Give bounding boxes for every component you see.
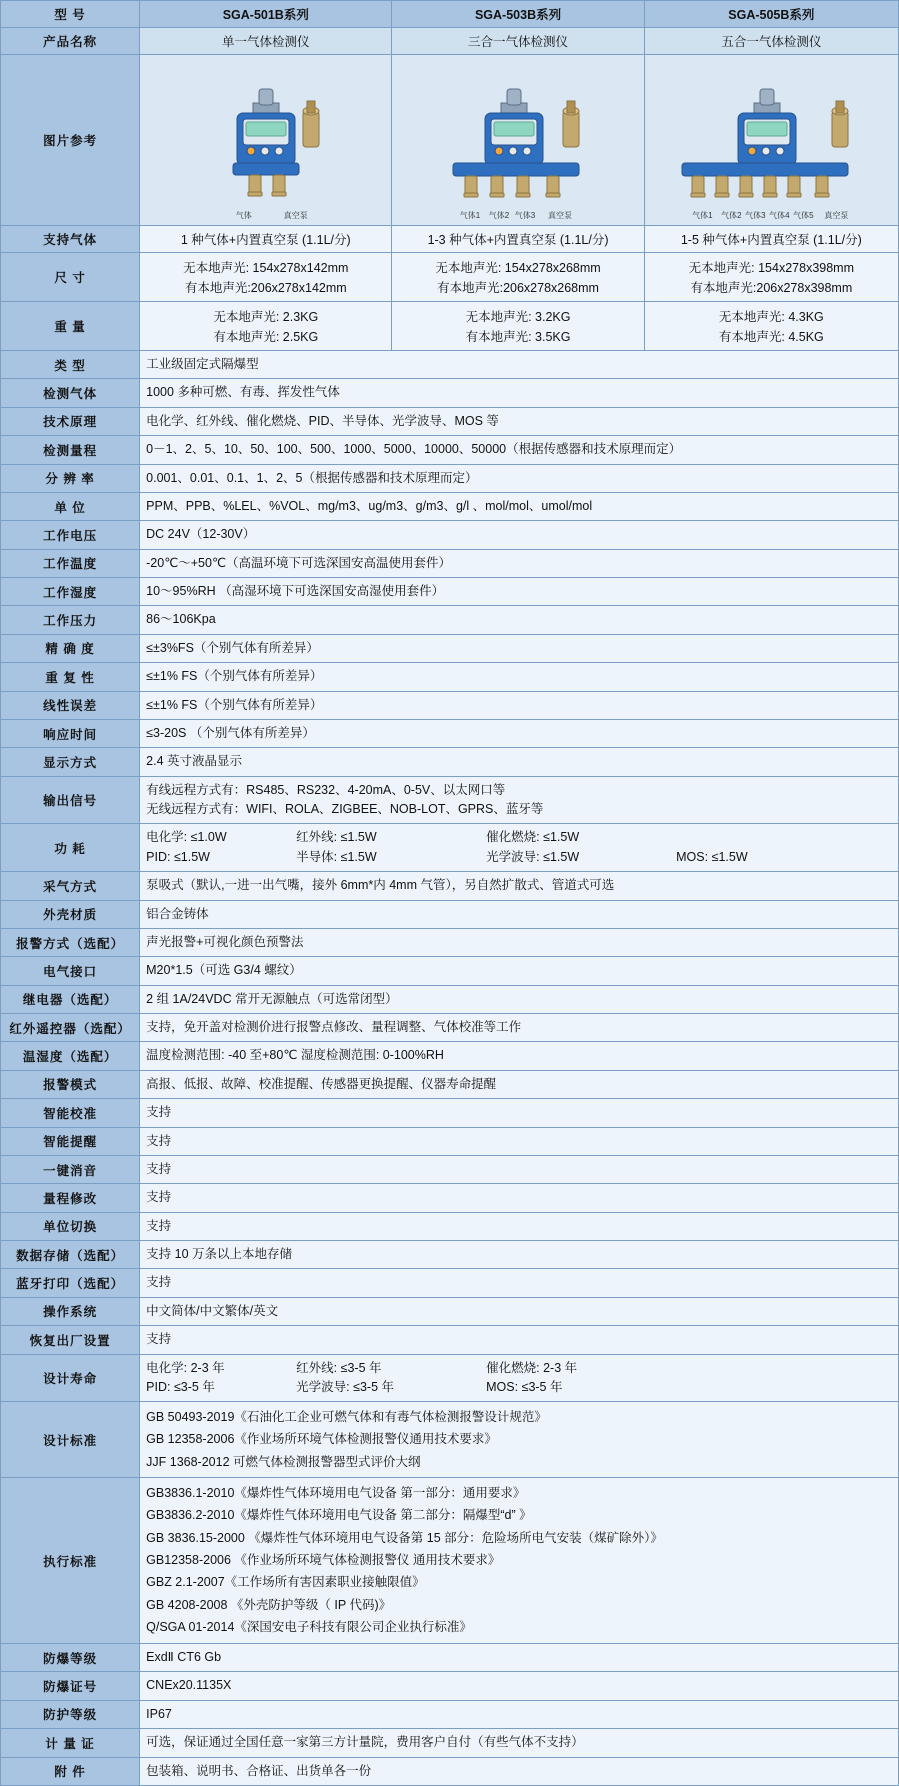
dimension-col-1 bbox=[140, 253, 392, 302]
table-row bbox=[1, 1099, 899, 1127]
row-value: 支持 bbox=[140, 1127, 899, 1155]
power-key: PID: bbox=[146, 849, 171, 864]
port-label: 气体2 bbox=[488, 211, 510, 220]
life-key: 红外线: bbox=[296, 1360, 338, 1375]
life-line-2 bbox=[146, 1378, 892, 1397]
table-row bbox=[1, 957, 899, 985]
row-label: 报警模式 bbox=[1, 1070, 140, 1098]
standard-item: GB 4208-2008 《外壳防护等级（ IP 代码)》 bbox=[146, 1597, 392, 1612]
row-label: 分 辨 率 bbox=[1, 464, 140, 492]
row-label: 设计寿命 bbox=[1, 1354, 140, 1402]
dimension-col-3 bbox=[644, 253, 898, 302]
row-value: 包装箱、说明书、合格证、出货单各一份 bbox=[140, 1757, 899, 1785]
table-row bbox=[1, 1070, 899, 1098]
standard-item: Q/SGA 01-2014《深国安电子科技有限公司企业执行标准》 bbox=[146, 1620, 472, 1635]
table-row bbox=[1, 1155, 899, 1183]
row-value: 声光报警+可视化颜色预警法 bbox=[140, 928, 899, 956]
dimension-line: 无本地声光: 154x278x398mm bbox=[688, 261, 854, 275]
power-val: ≤1.5W bbox=[173, 849, 210, 864]
row-label: 红外遥控器（选配） bbox=[1, 1014, 140, 1042]
dimension-line: 有本地声光:206x278x142mm bbox=[184, 281, 347, 295]
row-label: 数据存储（选配） bbox=[1, 1241, 140, 1269]
row-value: 支持 bbox=[140, 1269, 899, 1297]
row-value: 2.4 英寸液晶显示 bbox=[140, 748, 899, 776]
power-item bbox=[146, 848, 296, 867]
power-val: ≤1.5W bbox=[543, 849, 580, 864]
row-label: 型 号 bbox=[1, 1, 140, 28]
life-key: PID: bbox=[146, 1379, 171, 1394]
output-signal-value bbox=[140, 776, 899, 824]
row-label: 报警方式（选配） bbox=[1, 928, 140, 956]
row-value: 支持 bbox=[140, 1326, 899, 1354]
standard-item: GB3836.2-2010《爆炸性气体环境用电气设备 第二部分：隔爆型“d” 》 bbox=[146, 1508, 532, 1523]
row-label: 图片参考 bbox=[1, 55, 140, 226]
row-value: 86～106Kpa bbox=[140, 606, 899, 634]
row-label: 继电器（选配） bbox=[1, 985, 140, 1013]
design-life-value bbox=[140, 1354, 899, 1402]
life-val: ≤3-5 年 bbox=[521, 1379, 563, 1394]
dimension-col-2 bbox=[392, 253, 644, 302]
row-value: ≤±3%FS（个别气体有所差异） bbox=[140, 634, 899, 662]
row-value: 可选，保证通过全国任意一家第三方计量院，费用客户自付（有些气体不支持） bbox=[140, 1729, 899, 1757]
design-standard-list bbox=[140, 1402, 899, 1478]
row-value: 0－1、2、5、10、50、100、500、1000、5000、10000、50000（根据传感器和技术原理而定） bbox=[140, 436, 899, 464]
port-label: 气体5 bbox=[793, 211, 814, 220]
power-key: MOS: bbox=[676, 849, 709, 864]
life-item bbox=[146, 1359, 296, 1378]
port-label: 气体1 bbox=[692, 211, 713, 220]
device-svg bbox=[656, 59, 886, 209]
model-col-2: SGA-503B系列 bbox=[392, 1, 644, 28]
row-value: 高报、低报、故障、校准提醒、传感器更换提醒、仪器寿命提醒 bbox=[140, 1070, 899, 1098]
table-row bbox=[1, 900, 899, 928]
port-label: 真空泵 bbox=[283, 211, 308, 220]
execution-standard-list bbox=[140, 1478, 899, 1644]
port-label: 真空泵 bbox=[824, 211, 849, 220]
row-label: 重 量 bbox=[1, 302, 140, 351]
device-image-3 bbox=[644, 55, 898, 226]
weight-line: 有本地声光: 4.5KG bbox=[718, 330, 824, 344]
power-val: ≤1.5W bbox=[711, 849, 748, 864]
table-row bbox=[1, 1326, 899, 1354]
table-row bbox=[1, 928, 899, 956]
row-label: 响应时间 bbox=[1, 719, 140, 747]
row-label: 量程修改 bbox=[1, 1184, 140, 1212]
row-label: 防爆证号 bbox=[1, 1672, 140, 1700]
table-row bbox=[1, 1478, 899, 1644]
row-label: 尺 寸 bbox=[1, 253, 140, 302]
output-signal-wireless: 无线远程方式有：WIFI、ROLA、ZIGBEE、NOB-LOT、GPRS、蓝牙等 bbox=[146, 802, 544, 816]
row-label: 线性误差 bbox=[1, 691, 140, 719]
life-item bbox=[296, 1359, 486, 1378]
model-col-3: SGA-505B系列 bbox=[644, 1, 898, 28]
row-label: 单位切换 bbox=[1, 1212, 140, 1240]
row-value: PPM、PPB、%LEL、%VOL、mg/m3、ug/m3、g/m3、g/l 、mol/mol、umol/mol bbox=[140, 492, 899, 520]
power-item bbox=[676, 848, 747, 867]
table-row bbox=[1, 492, 899, 520]
life-item bbox=[146, 1378, 296, 1397]
weight-line: 有本地声光: 3.5KG bbox=[465, 330, 571, 344]
row-label: 支持气体 bbox=[1, 226, 140, 253]
row-value: CNEx20.1135X bbox=[140, 1672, 899, 1700]
power-key: 红外线: bbox=[296, 830, 338, 845]
power-item bbox=[486, 828, 676, 847]
table-row bbox=[1, 606, 899, 634]
row-value: 支持 bbox=[140, 1155, 899, 1183]
row-label: 工作湿度 bbox=[1, 578, 140, 606]
port-label: 气体1 bbox=[459, 211, 481, 220]
row-value: 支持 10 万条以上本地存储 bbox=[140, 1241, 899, 1269]
row-label: 外壳材质 bbox=[1, 900, 140, 928]
power-consumption-value bbox=[140, 824, 899, 872]
model-col-1: SGA-501B系列 bbox=[140, 1, 392, 28]
device-image-2 bbox=[392, 55, 644, 226]
table-row bbox=[1, 436, 899, 464]
row-label: 蓝牙打印（选配） bbox=[1, 1269, 140, 1297]
table-row bbox=[1, 1700, 899, 1728]
life-item bbox=[486, 1378, 676, 1397]
life-val: ≤3-5 年 bbox=[353, 1379, 395, 1394]
table-row-images bbox=[1, 55, 899, 226]
row-label: 电气接口 bbox=[1, 957, 140, 985]
table-row bbox=[1, 1672, 899, 1700]
row-label: 操作系统 bbox=[1, 1297, 140, 1325]
table-row bbox=[1, 407, 899, 435]
row-label: 工作温度 bbox=[1, 549, 140, 577]
row-value: 电化学、红外线、催化燃烧、PID、半导体、光学波导、MOS 等 bbox=[140, 407, 899, 435]
row-value: DC 24V（12-30V） bbox=[140, 521, 899, 549]
row-label: 检测量程 bbox=[1, 436, 140, 464]
power-val: ≤1.5W bbox=[340, 830, 377, 845]
table-row bbox=[1, 1729, 899, 1757]
product-name-col-2: 三合一气体检测仪 bbox=[392, 28, 644, 55]
standard-item: GB 50493-2019《石油化工企业可燃气体和有毒气体检测报警设计规范》 bbox=[146, 1409, 547, 1424]
port-label: 气体2 bbox=[721, 211, 742, 220]
dimension-line: 有本地声光:206x278x268mm bbox=[437, 281, 599, 295]
weight-line: 无本地声光: 2.3KG bbox=[213, 310, 319, 324]
row-value: 温度检测范围: -40 至+80℃ 湿度检测范围: 0-100%RH bbox=[140, 1042, 899, 1070]
table-row bbox=[1, 748, 899, 776]
supported-gas-col-1: 1 种气体+内置真空泵 (1.1L/分) bbox=[140, 226, 392, 253]
life-val: ≤3-5 年 bbox=[340, 1360, 382, 1375]
power-item bbox=[146, 828, 296, 847]
weight-line: 有本地声光: 2.5KG bbox=[213, 330, 319, 344]
table-row bbox=[1, 521, 899, 549]
row-value: 泵吸式（默认,一进一出气嘴，接外 6mm*内 4mm 气管），另自然扩散式、管道式可选 bbox=[140, 872, 899, 900]
power-key: 催化燃烧: bbox=[486, 830, 540, 845]
life-val: ≤3-5 年 bbox=[173, 1379, 215, 1394]
row-label: 智能提醒 bbox=[1, 1127, 140, 1155]
row-label: 产品名称 bbox=[1, 28, 140, 55]
table-row bbox=[1, 549, 899, 577]
device-drawing-3-port bbox=[413, 59, 623, 221]
row-value: 支持，免开盖对检测价进行报警点修改、量程调整、气体校准等工作 bbox=[140, 1014, 899, 1042]
row-value: ≤±1% FS（个别气体有所差异） bbox=[140, 691, 899, 719]
row-label: 工作压力 bbox=[1, 606, 140, 634]
weight-line: 无本地声光: 3.2KG bbox=[465, 310, 571, 324]
port-label: 气体 bbox=[235, 211, 252, 220]
table-row bbox=[1, 1212, 899, 1240]
dimension-line: 无本地声光: 154x278x268mm bbox=[435, 261, 601, 275]
device-port-labels-1 bbox=[181, 210, 351, 221]
table-row bbox=[1, 872, 899, 900]
weight-col-2 bbox=[392, 302, 644, 351]
row-label: 精 确 度 bbox=[1, 634, 140, 662]
table-row bbox=[1, 719, 899, 747]
life-val: 2-3 年 bbox=[543, 1360, 578, 1375]
table-row bbox=[1, 578, 899, 606]
supported-gas-col-2: 1-3 种气体+内置真空泵 (1.1L/分) bbox=[392, 226, 644, 253]
row-value: 中文简体/中文繁体/英文 bbox=[140, 1297, 899, 1325]
table-row bbox=[1, 226, 899, 253]
row-label: 设计标准 bbox=[1, 1402, 140, 1478]
table-row bbox=[1, 1042, 899, 1070]
row-value: 10～95%RH （高湿环境下可选深国安高湿使用套件） bbox=[140, 578, 899, 606]
table-row bbox=[1, 1757, 899, 1785]
row-value: ≤±1% FS（个别气体有所差异） bbox=[140, 663, 899, 691]
row-label: 单 位 bbox=[1, 492, 140, 520]
supported-gas-col-3: 1-5 种气体+内置真空泵 (1.1L/分) bbox=[644, 226, 898, 253]
device-port-labels-2 bbox=[413, 210, 623, 221]
row-label: 检测气体 bbox=[1, 379, 140, 407]
row-value: 支持 bbox=[140, 1212, 899, 1240]
table-row bbox=[1, 1127, 899, 1155]
row-value: 支持 bbox=[140, 1184, 899, 1212]
life-key: 催化燃烧: bbox=[486, 1360, 540, 1375]
row-label: 一键消音 bbox=[1, 1155, 140, 1183]
power-key: 光学波导: bbox=[486, 849, 540, 864]
output-signal-wired: 有线远程方式有：RS485、RS232、4-20mA、0-5V、以太网口等 bbox=[146, 782, 506, 797]
standard-item: GB12358-2006 《作业场所环境气体检测报警仪 通用技术要求》 bbox=[146, 1553, 501, 1567]
table-row bbox=[1, 691, 899, 719]
row-value: 0.001、0.01、0.1、1、2、5（根据传感器和技术原理而定） bbox=[140, 464, 899, 492]
standard-item: GBZ 2.1-2007《工作场所有害因素职业接触限值》 bbox=[146, 1575, 425, 1590]
row-value: ExdⅡ CT6 Gb bbox=[140, 1644, 899, 1672]
power-item bbox=[486, 848, 676, 867]
row-value: IP67 bbox=[140, 1700, 899, 1728]
power-key: 电化学: bbox=[146, 830, 188, 845]
row-value: ≤3-20S （个别气体有所差异） bbox=[140, 719, 899, 747]
port-label: 气体4 bbox=[769, 211, 790, 220]
standard-item: GB 3836.15-2000 《爆炸性气体环境用电气设备第 15 部分：危险场所电气安装（煤矿除外）》 bbox=[146, 1530, 663, 1545]
table-row bbox=[1, 464, 899, 492]
row-value: -20℃～+50℃（高温环境下可选深国安高温使用套件） bbox=[140, 549, 899, 577]
life-val: 2-3 年 bbox=[190, 1360, 225, 1375]
power-val: ≤1.0W bbox=[190, 830, 227, 845]
weight-col-1 bbox=[140, 302, 392, 351]
port-label: 气体3 bbox=[745, 211, 766, 220]
power-item bbox=[296, 848, 486, 867]
row-label: 恢复出厂设置 bbox=[1, 1326, 140, 1354]
table-row bbox=[1, 1402, 899, 1478]
row-label: 计 量 证 bbox=[1, 1729, 140, 1757]
life-key: MOS: bbox=[486, 1379, 519, 1394]
device-drawing-5-port bbox=[656, 59, 886, 221]
device-svg bbox=[413, 59, 623, 209]
weight-col-3 bbox=[644, 302, 898, 351]
device-image-1 bbox=[140, 55, 392, 226]
row-value: 2 组 1A/24VDC 常开无源触点（可选常闭型） bbox=[140, 985, 899, 1013]
power-val: ≤1.5W bbox=[543, 830, 580, 845]
table-row bbox=[1, 1241, 899, 1269]
table-row bbox=[1, 1644, 899, 1672]
table-row bbox=[1, 302, 899, 351]
standard-item: JJF 1368-2012 可燃气体检测报警器型式评价大纲 bbox=[146, 1454, 421, 1469]
table-row bbox=[1, 1354, 899, 1402]
table-row bbox=[1, 1014, 899, 1042]
table-row bbox=[1, 1297, 899, 1325]
dimension-line: 有本地声光:206x278x398mm bbox=[690, 281, 853, 295]
table-row bbox=[1, 1, 899, 28]
standard-item: GB 12358-2006《作业场所环境气体检测报警仪通用技术要求》 bbox=[146, 1432, 497, 1447]
row-label: 附 件 bbox=[1, 1757, 140, 1785]
row-label: 执行标准 bbox=[1, 1478, 140, 1644]
power-line-2 bbox=[146, 848, 892, 867]
row-label: 采气方式 bbox=[1, 872, 140, 900]
row-label: 输出信号 bbox=[1, 776, 140, 824]
power-line-1 bbox=[146, 828, 892, 847]
row-label: 技术原理 bbox=[1, 407, 140, 435]
port-label: 气体3 bbox=[514, 211, 536, 220]
device-svg bbox=[181, 59, 351, 209]
port-label: 真空泵 bbox=[548, 211, 573, 220]
spec-table-body bbox=[1, 1, 899, 1786]
weight-line: 无本地声光: 4.3KG bbox=[718, 310, 824, 324]
table-row bbox=[1, 1184, 899, 1212]
life-line-1 bbox=[146, 1359, 892, 1378]
table-row bbox=[1, 824, 899, 872]
row-label: 重 复 性 bbox=[1, 663, 140, 691]
life-item bbox=[296, 1378, 486, 1397]
row-value: M20*1.5（可选 G3/4 螺纹） bbox=[140, 957, 899, 985]
row-label: 防爆等级 bbox=[1, 1644, 140, 1672]
table-row bbox=[1, 1269, 899, 1297]
row-label: 智能校准 bbox=[1, 1099, 140, 1127]
dimension-line: 无本地声光: 154x278x142mm bbox=[183, 261, 349, 275]
row-label: 温湿度（选配） bbox=[1, 1042, 140, 1070]
device-drawing-1-port bbox=[181, 59, 351, 221]
table-row bbox=[1, 253, 899, 302]
life-item bbox=[486, 1359, 676, 1378]
device-port-labels-3 bbox=[656, 210, 886, 221]
life-key: 电化学: bbox=[146, 1360, 188, 1375]
life-key: 光学波导: bbox=[296, 1379, 350, 1394]
table-row bbox=[1, 379, 899, 407]
power-item bbox=[296, 828, 486, 847]
row-label: 显示方式 bbox=[1, 748, 140, 776]
table-row bbox=[1, 663, 899, 691]
table-row bbox=[1, 634, 899, 662]
table-row bbox=[1, 28, 899, 55]
table-row bbox=[1, 351, 899, 379]
table-row bbox=[1, 985, 899, 1013]
row-label: 类 型 bbox=[1, 351, 140, 379]
row-label: 工作电压 bbox=[1, 521, 140, 549]
standard-item: GB3836.1-2010《爆炸性气体环境用电气设备 第一部分：通用要求》 bbox=[146, 1485, 526, 1500]
row-label: 功 耗 bbox=[1, 824, 140, 872]
row-value: 铝合金铸体 bbox=[140, 900, 899, 928]
product-name-col-3: 五合一气体检测仪 bbox=[644, 28, 898, 55]
power-val: ≤1.5W bbox=[340, 849, 377, 864]
row-value: 工业级固定式隔爆型 bbox=[140, 351, 899, 379]
table-row bbox=[1, 776, 899, 824]
row-label: 防护等级 bbox=[1, 1700, 140, 1728]
row-value: 支持 bbox=[140, 1099, 899, 1127]
power-key: 半导体: bbox=[296, 849, 338, 864]
row-value: 1000 多种可燃、有毒、挥发性气体 bbox=[140, 379, 899, 407]
product-name-col-1: 单一气体检测仪 bbox=[140, 28, 392, 55]
